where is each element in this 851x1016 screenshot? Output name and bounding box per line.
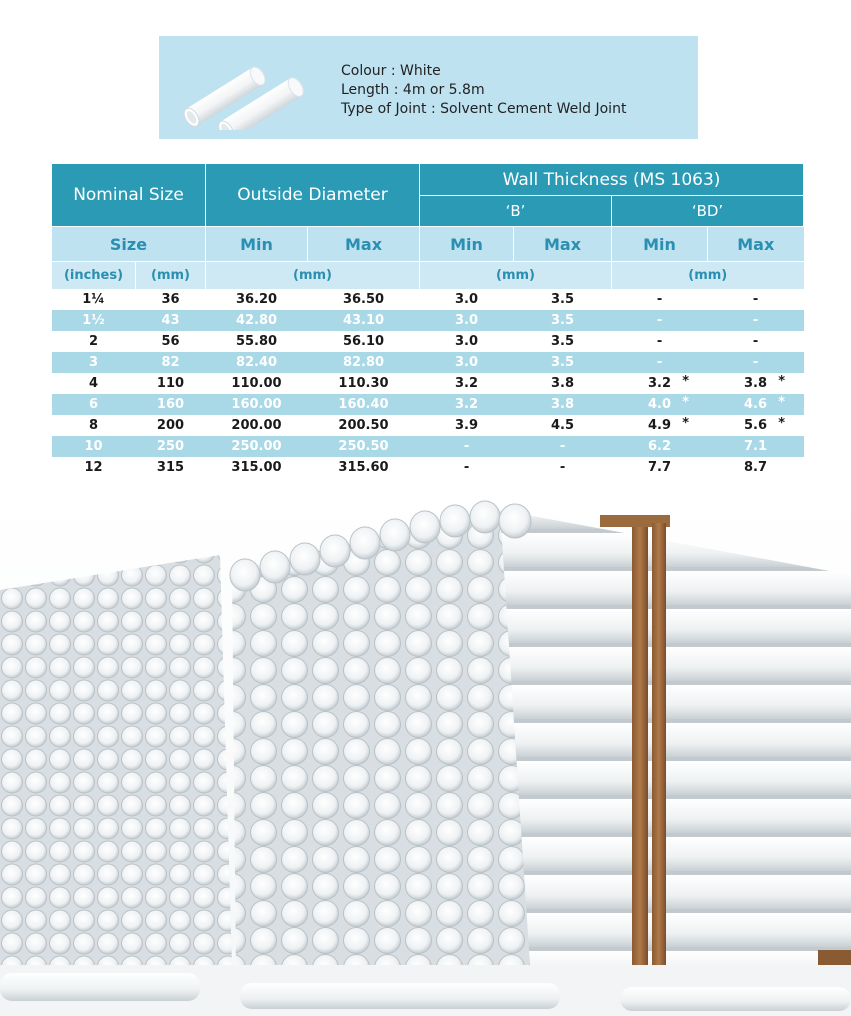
wall-thickness-header: Wall Thickness (MS 1063) [420, 164, 804, 196]
size-inches-cell: 10 [52, 436, 136, 457]
b-max-cell: 4.5 [551, 418, 575, 433]
od-max-cell: 43.10 [308, 310, 420, 331]
b-min-cell: - [463, 460, 470, 475]
bd-max-cell [708, 457, 804, 478]
od-max-cell: 250.50 [308, 436, 420, 457]
od-max-cell: 110.30 [338, 376, 389, 391]
b-max-cell: 3.8 [551, 376, 575, 391]
product-specs [341, 62, 626, 119]
size-mm-cell: 43 [136, 310, 206, 331]
mm-unit: (mm) [136, 262, 206, 290]
bd-max-cell [708, 436, 804, 457]
spec-rows [52, 289, 804, 478]
outside-diameter-header: Outside Diameter [206, 164, 420, 227]
size-mm-cell: 110 [156, 376, 185, 391]
length-text: Length : 4m or 5.8m [341, 82, 485, 98]
od-max-label: Max [308, 227, 420, 262]
value-text: 7.7 [648, 460, 672, 475]
asterisk-note: * [682, 416, 690, 431]
asterisk-note: * [778, 416, 786, 431]
size-mm-cell: 82 [136, 352, 206, 373]
bd-max-cell [708, 310, 804, 331]
b-max-label: Max [514, 227, 612, 262]
size-inches-cell: 3 [52, 352, 136, 373]
b-min-cell: 3.0 [420, 310, 514, 331]
b-min-cell: 3.9 [455, 418, 479, 433]
class-b-header: ‘B’ [420, 196, 612, 227]
bd-min-cell [612, 373, 708, 394]
product-info-box [159, 36, 698, 139]
size-mm-cell: 200 [156, 418, 185, 433]
size-mm-cell: 315 [156, 460, 185, 475]
value-text: - [752, 334, 759, 349]
size-inches-cell: 2 [88, 334, 99, 349]
b-max-cell: 3.8 [514, 394, 612, 415]
table-row [52, 373, 804, 394]
colour-text: Colour : White [341, 63, 441, 79]
b-min-cell: 3.0 [420, 352, 514, 373]
b-max-cell: - [514, 436, 612, 457]
od-max-cell: 315.60 [338, 460, 389, 475]
value-text: - [752, 355, 759, 370]
bd-min-cell [612, 457, 708, 478]
asterisk-note: * [778, 374, 786, 389]
table-row [52, 415, 804, 436]
bd-max-cell [708, 352, 804, 373]
bd-max-cell [708, 394, 804, 415]
bd-min-cell [612, 310, 708, 331]
size-mm-cell: 250 [136, 436, 206, 457]
value-text: 3.8 [744, 376, 768, 391]
value-text: - [656, 313, 663, 328]
table-row [52, 289, 804, 310]
b-max-cell: 3.5 [551, 334, 575, 349]
od-min-cell: 315.00 [231, 460, 282, 475]
bd-max-cell [708, 373, 804, 394]
b-min-cell: 3.2 [455, 376, 479, 391]
joint-text: Type of Joint : Solvent Cement Weld Joint [341, 101, 627, 117]
asterisk-note: * [682, 395, 690, 410]
od-max-cell: 200.50 [338, 418, 389, 433]
size-label: Size [52, 227, 206, 262]
bd-min-cell [612, 331, 708, 352]
table-row [52, 436, 804, 457]
table-row [52, 331, 804, 352]
bd-max-cell [708, 331, 804, 352]
bd-unit: (mm) [612, 262, 804, 290]
class-bd-header: ‘BD’ [612, 196, 804, 227]
bd-min-cell [612, 289, 708, 310]
od-min-cell: 42.80 [206, 310, 308, 331]
od-max-cell: 160.40 [308, 394, 420, 415]
od-min-cell: 82.40 [206, 352, 308, 373]
table-row [52, 394, 804, 415]
bd-max-label: Max [708, 227, 804, 262]
inches-unit: (inches) [52, 262, 136, 290]
bd-min-cell [612, 352, 708, 373]
b-min-cell: 3.0 [455, 334, 479, 349]
size-inches-cell: 12 [84, 460, 103, 475]
value-text: - [752, 313, 759, 328]
pipe-spec-table [51, 163, 804, 478]
value-text: - [752, 292, 759, 307]
b-min-cell: 3.0 [455, 292, 479, 307]
table-row [52, 352, 804, 373]
size-inches-cell: 6 [52, 394, 136, 415]
value-text: 4.6 [744, 397, 768, 412]
value-text: 8.7 [744, 460, 768, 475]
value-text: 4.0 [648, 397, 672, 412]
bd-min-cell [612, 415, 708, 436]
od-max-cell: 82.80 [308, 352, 420, 373]
od-max-cell: 36.50 [342, 292, 385, 307]
od-min-label: Min [206, 227, 308, 262]
bd-min-cell [612, 394, 708, 415]
value-text: - [656, 334, 663, 349]
bd-max-cell [708, 289, 804, 310]
b-max-cell: - [559, 460, 566, 475]
value-text: 4.9 [648, 418, 672, 433]
size-mm-cell: 36 [161, 292, 180, 307]
size-inches-cell: 8 [88, 418, 99, 433]
stacked-pipes-photo [0, 495, 851, 1016]
value-text: - [656, 355, 663, 370]
od-min-cell: 160.00 [206, 394, 308, 415]
od-min-cell: 110.00 [231, 376, 282, 391]
size-inches-cell: 1½ [52, 310, 136, 331]
od-max-cell: 56.10 [342, 334, 385, 349]
asterisk-note: * [778, 395, 786, 410]
size-inches-cell: 1¼ [82, 292, 105, 307]
table-row [52, 310, 804, 331]
size-mm-cell: 56 [161, 334, 180, 349]
value-text: - [656, 292, 663, 307]
table-row [52, 457, 804, 478]
value-text: 7.1 [744, 439, 768, 454]
b-max-cell: 3.5 [514, 352, 612, 373]
b-max-cell: 3.5 [514, 310, 612, 331]
size-inches-cell: 4 [88, 376, 99, 391]
asterisk-note: * [682, 374, 690, 389]
nominal-size-header: Nominal Size [52, 164, 206, 227]
b-unit: (mm) [420, 262, 612, 290]
od-unit: (mm) [206, 262, 420, 290]
od-min-cell: 200.00 [231, 418, 282, 433]
value-text: 6.2 [648, 439, 672, 454]
b-min-cell: - [420, 436, 514, 457]
bd-min-label: Min [612, 227, 708, 262]
bd-max-cell [708, 415, 804, 436]
value-text: 3.2 [648, 376, 672, 391]
size-mm-cell: 160 [136, 394, 206, 415]
od-min-cell: 55.80 [235, 334, 278, 349]
value-text: 5.6 [744, 418, 768, 433]
b-max-cell: 3.5 [551, 292, 575, 307]
white-pipes-icon [181, 52, 311, 130]
od-min-cell: 36.20 [235, 292, 278, 307]
bd-min-cell [612, 436, 708, 457]
b-min-cell: 3.2 [420, 394, 514, 415]
od-min-cell: 250.00 [206, 436, 308, 457]
b-min-label: Min [420, 227, 514, 262]
